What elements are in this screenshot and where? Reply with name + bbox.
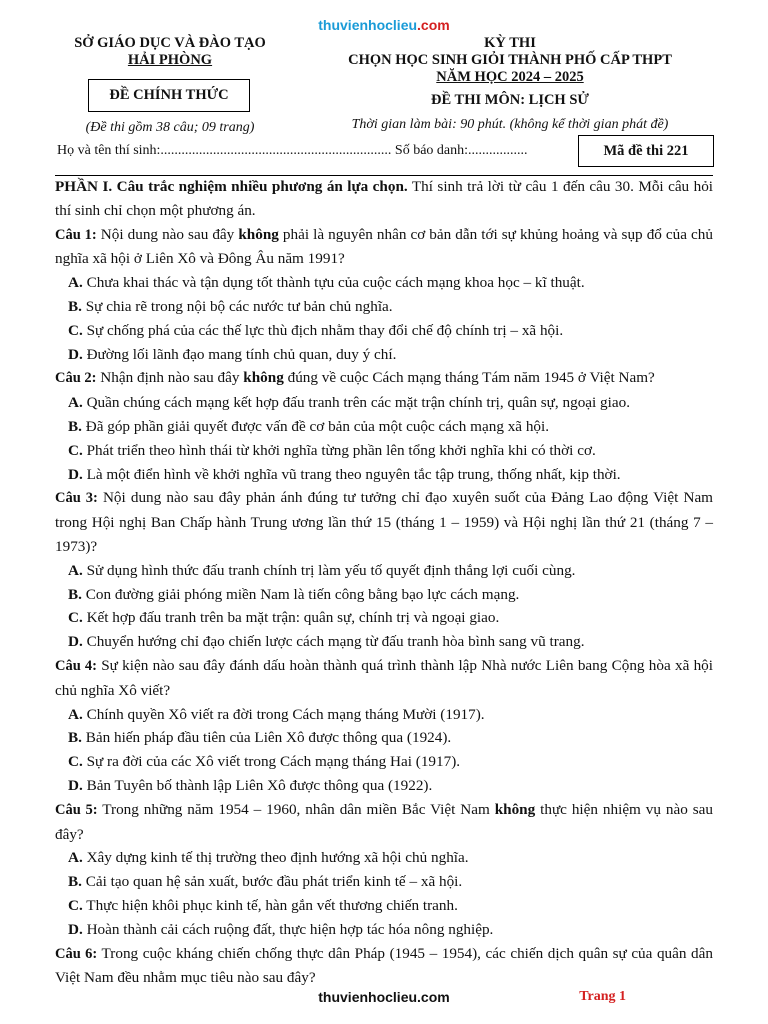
option-text: Hoàn thành cải cách ruộng đất, thực hiện hợp tác hóa nông nghiệp.: [82, 920, 494, 938]
answer-option[interactable]: [55, 630, 713, 654]
answer-option[interactable]: [55, 391, 713, 415]
question-text: Sự kiện nào sau đây đánh dấu hoàn thành quá trình thành lập Nhà nước Liên bang Cộng hòa xã hội chủ nghĩa Xô viết?: [55, 656, 713, 699]
option-letter: C.: [68, 321, 83, 339]
answer-option[interactable]: [55, 295, 713, 319]
option-letter: D.: [68, 465, 83, 483]
site-watermark-bottom[interactable]: [0, 989, 768, 1005]
answer-option[interactable]: [55, 918, 713, 942]
option-letter: C.: [68, 896, 83, 914]
answer-option[interactable]: [55, 319, 713, 343]
question-text: Trong những năm 1954 – 1960, nhân dân miền Bắc Việt Nam: [97, 800, 495, 818]
option-text: Phát triển theo hình thái từ khởi nghĩa từng phần lên tổng khởi nghĩa khi có thời cơ.: [82, 441, 596, 459]
option-text: Bản Tuyên bố thành lập Liên Xô được thông qua (1922).: [82, 776, 433, 794]
question-label: Câu 3:: [55, 490, 98, 507]
question-label: Câu 2:: [55, 370, 97, 387]
option-letter: D.: [68, 633, 83, 651]
question-text: Nội dung nào sau đây phản ánh đúng tư tưởng chỉ đạo xuyên suốt của Đảng Lao động Việt Nam trong Hội nghị Ban Chấp hành Trung ương lần thứ 15 (tháng 1 – 1959) và Hội nghị lần thứ 21 (tháng 7 – 1973)?: [55, 489, 713, 555]
option-text: Đường lối lãnh đạo mang tính chủ quan, duy ý chí.: [82, 345, 397, 363]
option-letter: A.: [68, 394, 83, 412]
question-text: Nội dung nào sau đây: [96, 225, 239, 243]
section-title: PHẦN I. Câu trắc nghiệm nhiều phương án lựa chọn.: [55, 178, 408, 195]
answer-option[interactable]: [55, 415, 713, 439]
option-letter: C.: [68, 441, 83, 459]
question-emphasis: không: [494, 800, 536, 818]
option-text: Chuyển hướng chỉ đạo chiến lược cách mạng từ đấu tranh hòa bình sang vũ trang.: [82, 633, 585, 651]
question-label: Câu 4:: [55, 657, 97, 674]
question-stem: [55, 223, 713, 272]
answer-option[interactable]: [55, 750, 713, 774]
option-letter: D.: [68, 345, 83, 363]
option-text: Bản hiến pháp đầu tiên của Liên Xô được thông qua (1924).: [81, 729, 452, 747]
option-text: Chính quyền Xô viết ra đời trong Cách mạng tháng Mười (1917).: [82, 705, 485, 723]
exam-title-line2: CHỌN HỌC SINH GIỎI THÀNH PHỐ CẤP THPT: [348, 52, 672, 68]
option-text: Sự chia rẽ trong nội bộ các nước tư bản chủ nghĩa.: [81, 297, 393, 315]
answer-option[interactable]: [55, 606, 713, 630]
question-text: thực hiện nhiệm vụ nào sau đây?: [55, 800, 713, 843]
question-stem: [55, 942, 713, 991]
option-letter: D.: [68, 920, 83, 938]
question-stem: [55, 654, 713, 703]
option-letter: B.: [68, 729, 82, 747]
question-text: phải là nguyên nhân cơ bản dẫn tới sự khủng hoảng và sụp đổ của chủ nghĩa xã hội ở Liên Xô và Đông Âu năm 1991?: [55, 225, 713, 268]
option-text: Cải tạo quan hệ sản xuất, bước đầu phát triển kinh tế – xã hội.: [81, 873, 463, 891]
answer-option[interactable]: [55, 343, 713, 367]
option-letter: A.: [68, 849, 83, 867]
option-text: Con đường giải phóng miền Nam là tiến công bằng bạo lực cách mạng.: [81, 585, 520, 603]
question-emphasis: không: [243, 369, 284, 387]
question-label: Câu 6:: [55, 945, 98, 962]
site-name: thuvienhoclieu: [318, 989, 418, 1005]
option-letter: B.: [68, 297, 82, 315]
exam-content: [55, 175, 713, 990]
option-letter: A.: [68, 561, 83, 579]
answer-option[interactable]: [55, 271, 713, 295]
option-text: Thực hiện khôi phục kinh tế, hàn gắn vết thương chiến tranh.: [82, 896, 458, 914]
option-letter: B.: [68, 585, 82, 603]
option-text: Sự chống phá của các thế lực thù địch nhằm thay đổi chế độ chính trị – xã hội.: [82, 321, 564, 339]
page-number: Trang 1: [579, 989, 626, 1004]
option-text: Xây dựng kinh tế thị trường theo định hướng xã hội chủ nghĩa.: [82, 849, 469, 867]
section-instruction: Thí sinh trả lời từ câu 1 đến câu 30. Mỗi câu hỏi thí sinh chỉ chọn một phương án.: [55, 178, 714, 219]
option-letter: A.: [68, 705, 83, 723]
question-label: Câu 5:: [55, 801, 98, 818]
site-watermark-top[interactable]: [0, 17, 768, 33]
candidate-info-line: Họ và tên thí sinh:.................................................................. Số báo danh:.................: [57, 143, 528, 158]
pages-note: (Đề thi gồm 38 câu; 09 trang): [85, 120, 255, 135]
section-heading: [55, 175, 713, 223]
answer-option[interactable]: [55, 703, 713, 727]
question-stem: [55, 486, 713, 558]
answer-option[interactable]: [55, 583, 713, 607]
question-text: Trong cuộc kháng chiến chống thực dân Pháp (1945 – 1954), các chiến dịch quân sự của quân dân Việt Nam đều nhằm mục tiêu nào sau đây?: [55, 944, 713, 987]
org-name: SỞ GIÁO DỤC VÀ ĐÀO TẠO: [74, 35, 266, 51]
option-text: Kết hợp đấu tranh trên ba mặt trận: quân sự, chính trị và ngoại giao.: [82, 609, 500, 627]
option-text: Là một điển hình về khởi nghĩa vũ trang theo nguyên tắc tập trung, thống nhất, kịp thời.: [82, 465, 621, 483]
option-letter: D.: [68, 776, 83, 794]
answer-option[interactable]: [55, 726, 713, 750]
exam-subject: ĐỀ THI MÔN: LỊCH SỬ: [431, 92, 589, 108]
option-text: Chưa khai thác và tận dụng tốt thành tựu của cuộc cách mạng khoa học – kĩ thuật.: [82, 274, 585, 292]
option-letter: C.: [68, 753, 83, 771]
site-domain: .com: [417, 989, 450, 1005]
question-stem: [55, 798, 713, 847]
question-text: Nhận định nào sau đây: [96, 369, 244, 387]
org-city: [55, 52, 285, 69]
option-text: Sự ra đời của các Xô viết trong Cách mạng tháng Hai (1917).: [82, 753, 461, 771]
question-text: đúng về cuộc Cách mạng tháng Tám năm 1945 ở Việt Nam?: [283, 369, 655, 387]
question-stem: [55, 366, 713, 391]
question-emphasis: không: [238, 225, 279, 243]
answer-option[interactable]: [55, 846, 713, 870]
option-letter: A.: [68, 274, 83, 292]
answer-option[interactable]: [55, 439, 713, 463]
option-text: Sử dụng hình thức đấu tranh chính trị làm yếu tố quyết định thắng lợi cuối cùng.: [82, 561, 576, 579]
official-label: ĐỀ CHÍNH THỨC: [109, 87, 229, 103]
exam-title-line1: KỲ THI: [484, 35, 536, 51]
option-letter: B.: [68, 417, 82, 435]
answer-option[interactable]: [55, 774, 713, 798]
option-text: Đã góp phần giải quyết được vấn đề cơ bản của một cuộc cách mạng xã hội.: [81, 417, 550, 435]
question-list: [55, 223, 713, 991]
answer-option[interactable]: [55, 870, 713, 894]
answer-option[interactable]: [55, 559, 713, 583]
org-city-text: HẢI PHÒNG: [127, 52, 213, 68]
time-note: Thời gian làm bài: 90 phút. (không kể thời gian phát đề): [351, 117, 669, 132]
option-text: Quần chúng cách mạng kết hợp đấu tranh trên các mặt trận chính trị, quân sự, ngoại giao.: [82, 394, 630, 412]
answer-option[interactable]: [55, 463, 713, 487]
exam-year-text: NĂM HỌC 2024 – 2025: [436, 69, 584, 85]
exam-year: [300, 69, 720, 86]
exam-code-box: [578, 135, 714, 167]
option-letter: B.: [68, 873, 82, 891]
official-label-box: [88, 79, 250, 112]
option-letter: C.: [68, 609, 83, 627]
question-label: Câu 1:: [55, 226, 97, 243]
site-domain: .com: [417, 17, 450, 33]
site-name: thuvienhoclieu: [318, 17, 418, 33]
exam-code: Mã đề thi 221: [603, 142, 689, 159]
answer-option[interactable]: [55, 894, 713, 918]
